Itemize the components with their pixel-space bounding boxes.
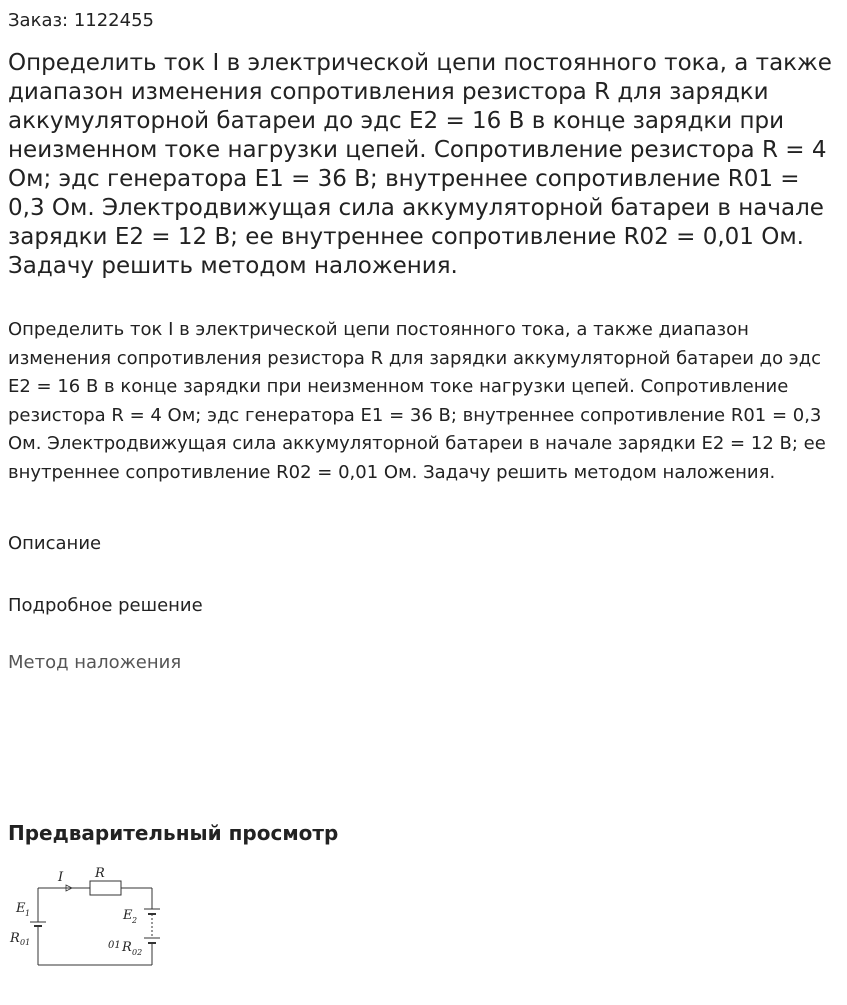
method-label: Метод наложения	[8, 652, 182, 673]
r02-label: R	[122, 940, 132, 955]
e1-label: E	[16, 901, 26, 916]
circuit-schematic	[8, 862, 168, 972]
preview-heading: Предварительный просмотр	[8, 821, 339, 845]
r01-subscript: 01	[20, 938, 31, 947]
r02-prefix: 01	[108, 940, 121, 951]
description-label: Описание	[8, 533, 102, 554]
detailed-solution-label: Подробное решение	[8, 595, 203, 616]
page-title: Определить ток I в электрической цепи постоянного тока, а также диапазон изменения сопротивления резистора R для зарядки аккумуляторной батареи до эдс E2 = 16 В в конце зарядки при неизменном токе нагрузки цепей. Сопротивление резистора R = 4 Ом; эдс генератора E1 = 36 В; внутреннее сопротивление R01 = 0,3 Ом. Электродвижущая сила аккумуляторной батареи в начале зарядки E2 = 12 В; ее внутреннее сопротивление R02 = 0,01 Ом. Задачу решить методом наложения.	[8, 50, 832, 279]
current-label: I	[58, 870, 64, 885]
task-description: Определить ток I в электрической цепи постоянного тока, а также диапазон изменения сопротивления резистора R для зарядки аккумуляторной батареи до эдс E2 = 16 В в конце зарядки при неизменном токе нагрузки цепей. Сопротивление резистора R = 4 Ом; эдс генератора E1 = 36 В; внутреннее сопротивление R01 = 0,3 Ом. Электродвижущая сила аккумуляторной батареи в начале зарядки E2 = 12 В; ее внутреннее сопротивление R02 = 0,01 Ом. Задачу решить методом наложения.	[8, 319, 826, 483]
order-number: Заказ: 1122455	[8, 10, 154, 31]
r01-label: R	[10, 931, 20, 946]
r02-subscript: 02	[132, 948, 143, 957]
e1-subscript: 1	[25, 909, 31, 918]
e2-subscript: 2	[132, 916, 138, 925]
resistor-label: R	[95, 866, 105, 881]
e2-label: E	[123, 908, 133, 923]
